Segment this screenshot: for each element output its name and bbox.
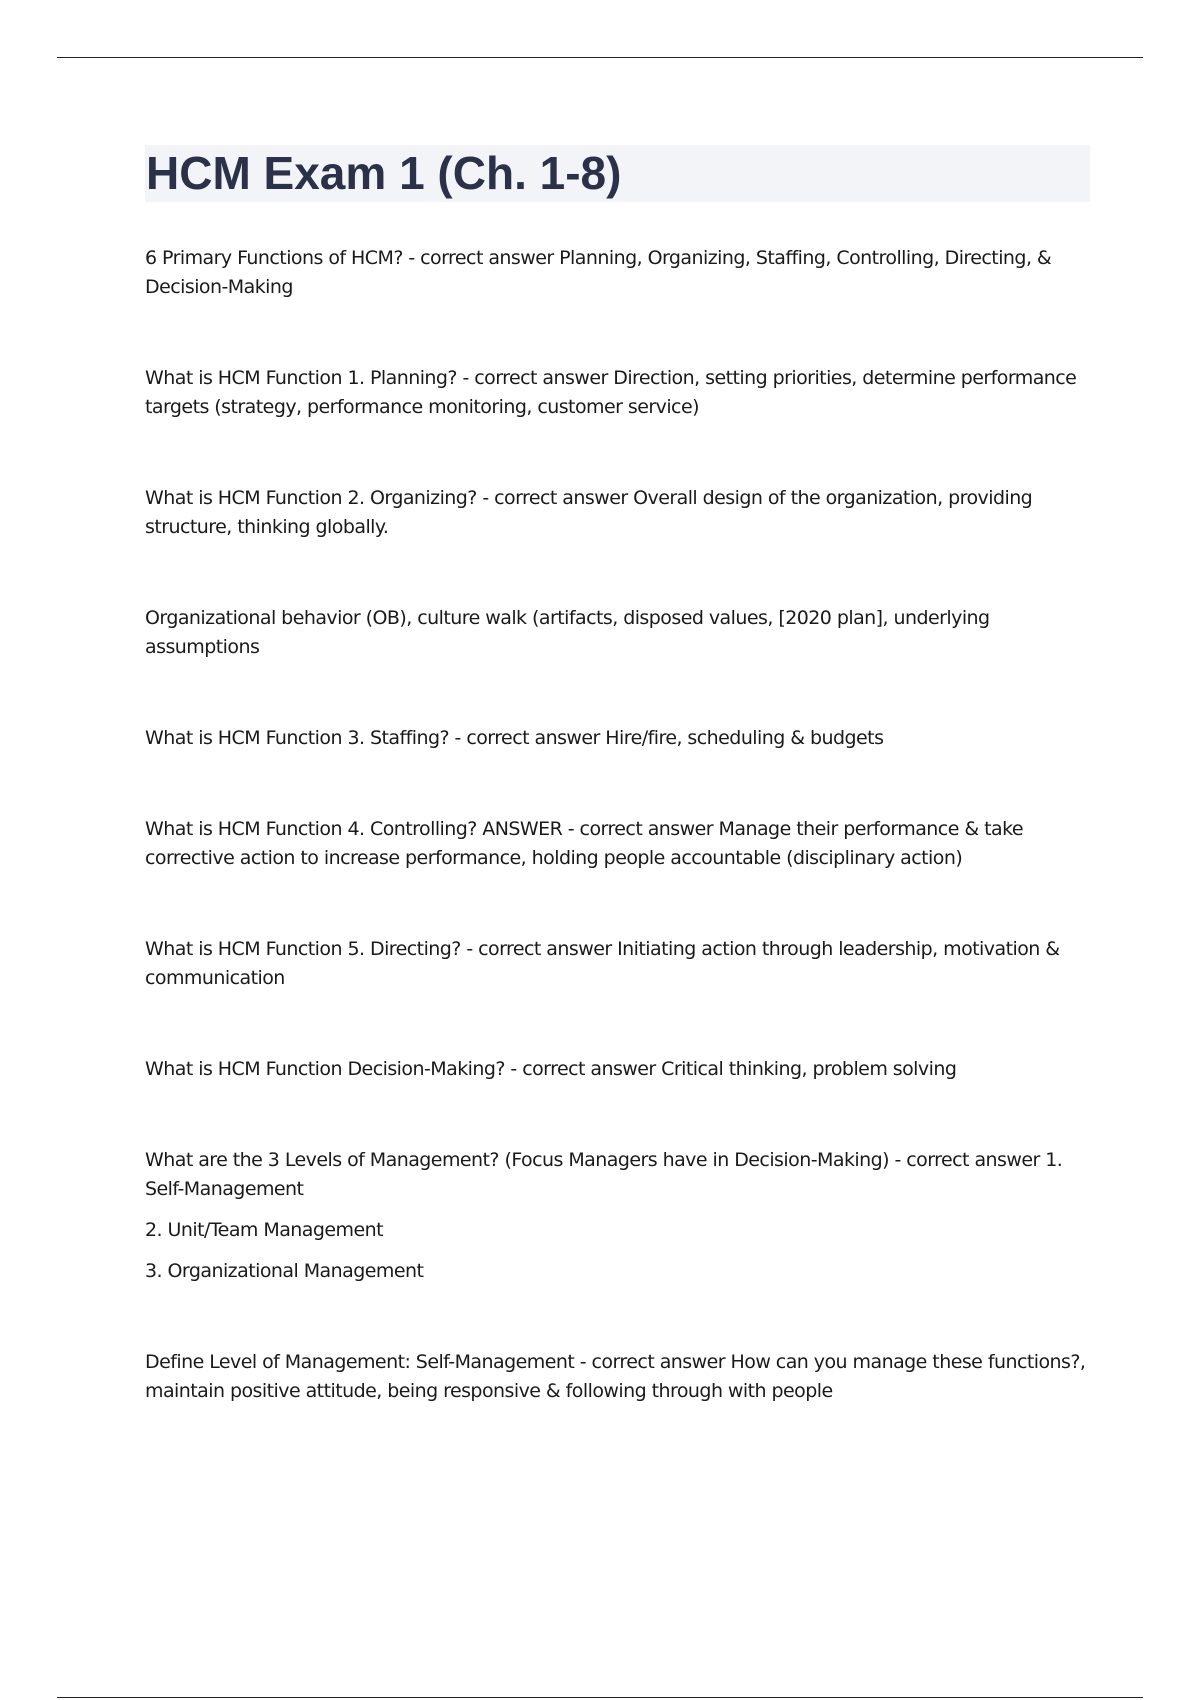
qa-sub-item: 2. Unit/Team Management	[145, 1219, 384, 1241]
qa-sub-item: 3. Organizational Management	[145, 1260, 424, 1282]
qa-item: Define Level of Management: Self-Management - correct answer How can you manage these functions?, maintain positive attitude, being responsive & following through with people	[145, 1351, 1086, 1402]
bottom-rule	[57, 1697, 1143, 1698]
top-rule	[57, 57, 1143, 58]
qa-item: What is HCM Function 2. Organizing? - correct answer Overall design of the organization, providing structure, thinking globally.	[145, 487, 1033, 538]
qa-item: What is HCM Function 3. Staffing? - correct answer Hire/fire, scheduling & budgets	[145, 727, 884, 749]
qa-item: What is HCM Function 1. Planning? - correct answer Direction, setting priorities, determine performance targets (strategy, performance monitoring, customer service)	[145, 367, 1077, 418]
qa-item: What is HCM Function Decision-Making? - correct answer Critical thinking, problem solving	[145, 1058, 957, 1080]
document-title: HCM Exam 1 (Ch. 1-8)	[146, 147, 622, 199]
qa-item: 6 Primary Functions of HCM? - correct answer Planning, Organizing, Staffing, Controlling, Directing, & Decision-Making	[145, 247, 1052, 298]
qa-item: What is HCM Function 4. Controlling? ANSWER - correct answer Manage their performance & take corrective action to increase performance, holding people accountable (disciplinary action)	[145, 818, 1023, 869]
qa-item: What are the 3 Levels of Management? (Focus Managers have in Decision-Making) - correct answer 1. Self-Management	[145, 1149, 1063, 1200]
qa-item: What is HCM Function 5. Directing? - correct answer Initiating action through leadership, motivation & communication	[145, 938, 1060, 989]
qa-item: Organizational behavior (OB), culture walk (artifacts, disposed values, [2020 plan], underlying assumptions	[145, 607, 990, 658]
document-body	[145, 244, 1090, 1406]
